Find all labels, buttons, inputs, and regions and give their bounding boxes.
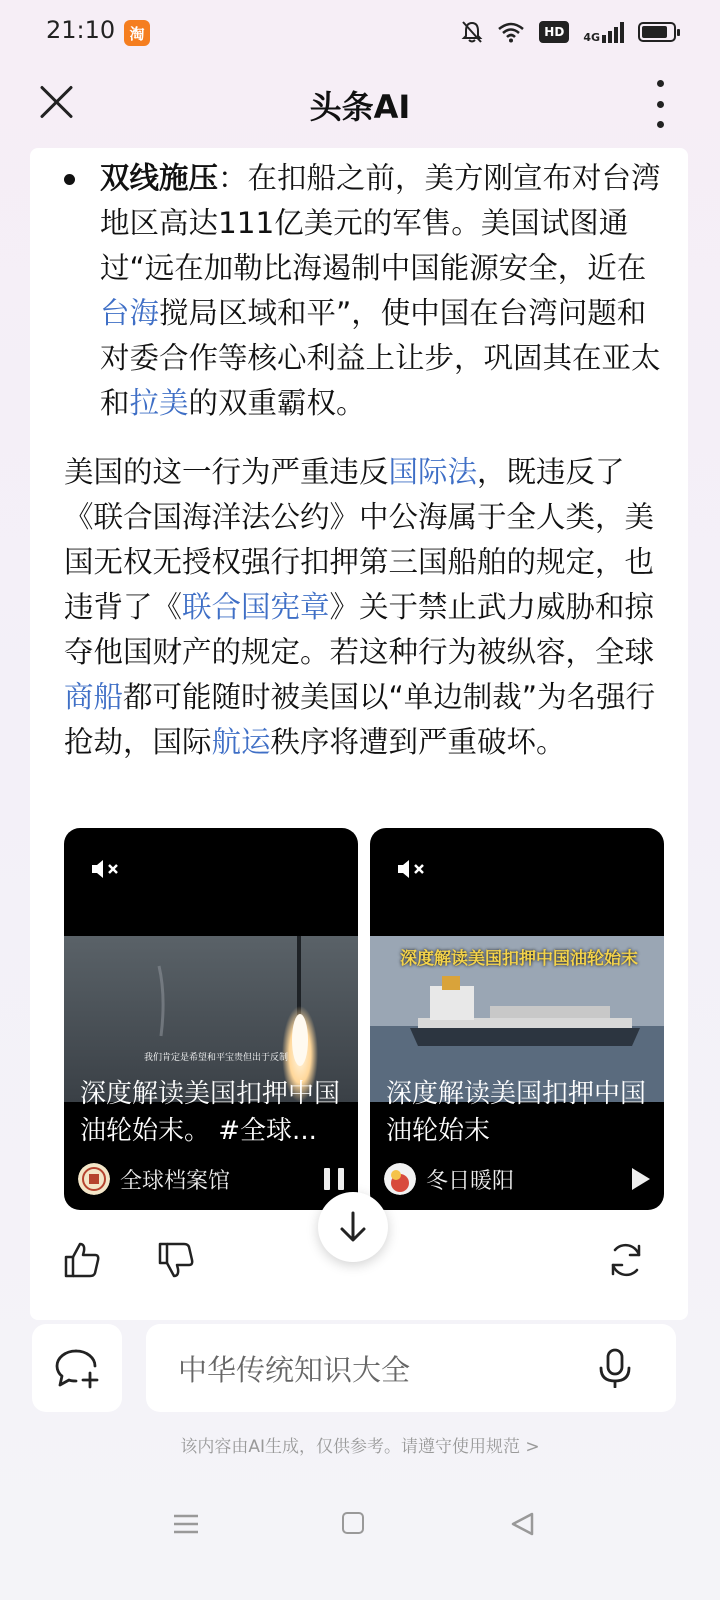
paragraph-text: 美国的这一行为严重违反	[64, 455, 389, 489]
mute-bell-icon	[461, 20, 483, 44]
signal-icon	[583, 21, 624, 43]
video-title: 深度解读美国扣押中国油轮始末。 #全球...	[80, 1079, 341, 1146]
back-icon[interactable]	[510, 1512, 534, 1536]
status-time: 21:10	[46, 16, 116, 44]
answer-card	[30, 148, 688, 1320]
status-bar	[0, 0, 720, 64]
author-name[interactable]: 全球档案馆	[120, 1168, 231, 1194]
video-footer	[78, 1162, 344, 1196]
video-card[interactable]	[370, 828, 664, 1210]
network-type-label: 4G	[583, 31, 600, 44]
paragraph-text: 都可能随时被美国以“单边制裁”为名强行抢劫，国际	[64, 680, 656, 759]
microphone-icon[interactable]	[598, 1348, 632, 1388]
mute-icon[interactable]	[90, 858, 124, 880]
thumbs-up-icon[interactable]	[62, 1240, 102, 1280]
arrow-down-icon	[338, 1211, 368, 1243]
video-overlay-caption: 深度解读美国扣押中国油轮始末	[400, 949, 638, 969]
bullet-text: 的双重霸权。	[188, 386, 366, 420]
paragraph-text: 》关于禁止武力威胁和掠夺他国财产的规定。若这种行为被纵容，全球	[64, 590, 655, 669]
wifi-icon	[497, 21, 525, 43]
feedback-actions	[30, 1240, 688, 1290]
taobao-notification-icon: 淘	[124, 20, 150, 46]
home-icon[interactable]	[342, 1512, 364, 1534]
mute-icon[interactable]	[396, 858, 430, 880]
bullet-point	[64, 156, 674, 426]
system-nav-bar	[0, 1500, 720, 1560]
new-chat-button[interactable]	[32, 1324, 122, 1412]
link-lamei[interactable]: 拉美	[129, 386, 189, 420]
refresh-icon[interactable]	[606, 1240, 646, 1280]
query-input[interactable]	[146, 1324, 676, 1412]
link-international-law[interactable]: 国际法	[388, 455, 478, 489]
link-un-charter[interactable]: 联合国宪章	[182, 590, 330, 624]
link-taihai[interactable]: 台海	[100, 296, 160, 330]
bullet-keyword: 双线施压	[100, 161, 219, 195]
query-input-placeholder: 中华传统知识大全	[178, 1353, 411, 1387]
video-card[interactable]	[64, 828, 358, 1210]
bullet-text: 搅局区域和平”，使中国在台湾问题和对委合作等核心利益上让步，巩固其在亚太和	[100, 296, 661, 420]
status-icons	[461, 18, 676, 46]
body-paragraph	[64, 450, 674, 765]
battery-icon	[638, 22, 676, 42]
author-name[interactable]: 冬日暖阳	[426, 1168, 515, 1194]
paragraph-text: ，既违反了《联合国海洋法公约》中公海属于全人类，美国无权无授权强行扣押第三国船舶的规定，也违背了《	[64, 455, 655, 624]
more-options-button[interactable]	[652, 80, 668, 128]
new-chat-icon	[54, 1347, 100, 1389]
thumbs-down-icon[interactable]	[156, 1240, 196, 1280]
ai-disclaimer-link[interactable]: 该内容由AI生成，仅供参考。请遵守使用规范 >	[180, 1437, 540, 1457]
app-header	[0, 64, 720, 144]
video-footer	[384, 1162, 650, 1196]
recent-apps-icon[interactable]	[174, 1512, 198, 1536]
video-subtitle: 我们肯定是希望和平宝贵但出于反制	[144, 1053, 289, 1063]
paragraph-text: 秩序将遭到严重破坏。	[270, 725, 566, 759]
author-avatar	[384, 1163, 416, 1195]
hd-voice-icon: HD	[539, 21, 569, 43]
video-title: 深度解读美国扣押中国油轮始末	[386, 1079, 647, 1146]
link-merchant-ship[interactable]: 商船	[64, 680, 124, 714]
pause-icon[interactable]	[324, 1168, 344, 1190]
answer-text	[64, 156, 674, 765]
page-title: 头条AI	[309, 88, 411, 126]
bullet-text: ：在扣船之前，美方刚宣布对台湾地区高达111亿美元的军售。美国试图通过“远在加勒比海遏制中国能源安全，近在	[100, 161, 661, 285]
play-icon[interactable]	[632, 1168, 650, 1190]
bullet-dot	[64, 174, 75, 185]
link-shipping[interactable]: 航运	[211, 725, 271, 759]
author-avatar	[78, 1163, 110, 1195]
